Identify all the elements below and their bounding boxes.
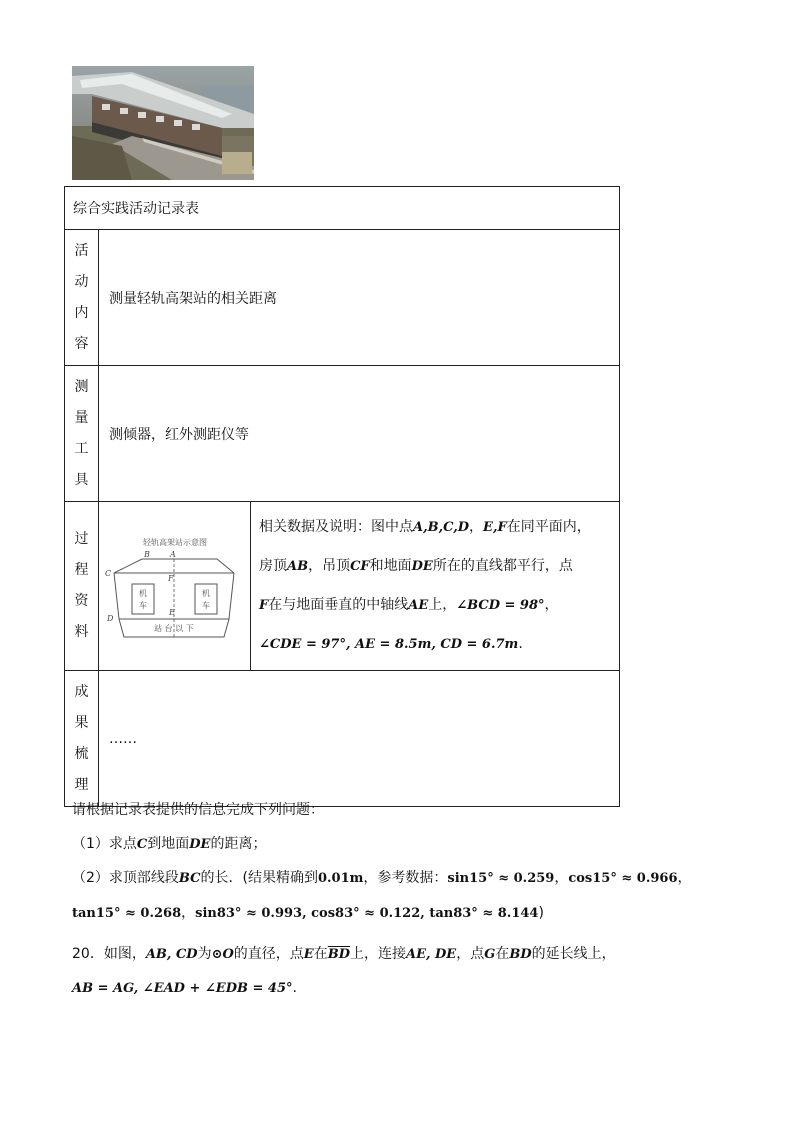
table-title: 综合实践活动记录表 — [65, 187, 620, 230]
station-diagram — [99, 509, 251, 663]
measuring-tools: 测倾器，红外测距仪等 — [99, 366, 620, 502]
arc-bd: $\overline{BD}$ — [327, 947, 350, 962]
car-right-2: 车 — [202, 601, 210, 610]
label-c: C — [105, 569, 112, 578]
row-label-content: 活 动 内 容 — [65, 230, 99, 366]
label-d: D — [107, 614, 114, 623]
label-f: F — [168, 574, 174, 583]
station-photo — [72, 66, 254, 180]
row-label-results: 成 果 梳 理 — [65, 671, 99, 807]
diagram-title: 轻轨高架站示意图 — [143, 538, 207, 547]
question-2: （2）求顶部线段BC的长．(结果精确到0.01m，参考数据：sin15° ≈ 0.259，cos15° ≈ 0.966， — [72, 870, 692, 886]
results: …… — [99, 671, 620, 807]
car-left-2: 车 — [139, 601, 147, 610]
row-label-tools: 测 量 工 具 — [65, 366, 99, 502]
questions-intro: 请根据记录表提供的信息完成下列问题： — [72, 802, 324, 818]
process-description: 相关数据及说明：图中点A,B,C,D，E,F在同平面内， 房顶AB，吊顶CF和地面DE所在的直线都平行，点 F在与地面垂直的中轴线AE上，∠BCD = 98°， ∠CDE = 97°, AE = 8.5m, CD = 6.7m. — [251, 502, 620, 671]
problem-20: 20．如图，AB, CD为⊙O的直径，点E在$\overline{BD}$上，连接AE, DE，点G在BD的延长线上， — [72, 946, 616, 962]
activity-record-table — [64, 186, 620, 807]
platform-label: 站 台 以 下 — [154, 624, 194, 633]
row-label-process: 过 程 资 料 — [65, 502, 99, 671]
question-2-continued: tan15° ≈ 0.268，sin83° ≈ 0.993, cos83° ≈ 0.122, tan83° ≈ 8.144) — [72, 905, 544, 921]
problem-20-condition: AB = AG, ∠EAD + ∠EDB = 45°. — [72, 980, 297, 996]
label-e: E — [169, 608, 175, 617]
car-right-1: 机 — [202, 589, 210, 598]
activity-content: 测量轻轨高架站的相关距离 — [99, 230, 620, 366]
label-a: A — [170, 550, 176, 559]
question-1: （1）求点C到地面DE的距离； — [72, 836, 267, 852]
station-diagram-cell — [99, 502, 251, 671]
car-left-1: 机 — [139, 589, 147, 598]
label-b: B — [144, 550, 150, 559]
